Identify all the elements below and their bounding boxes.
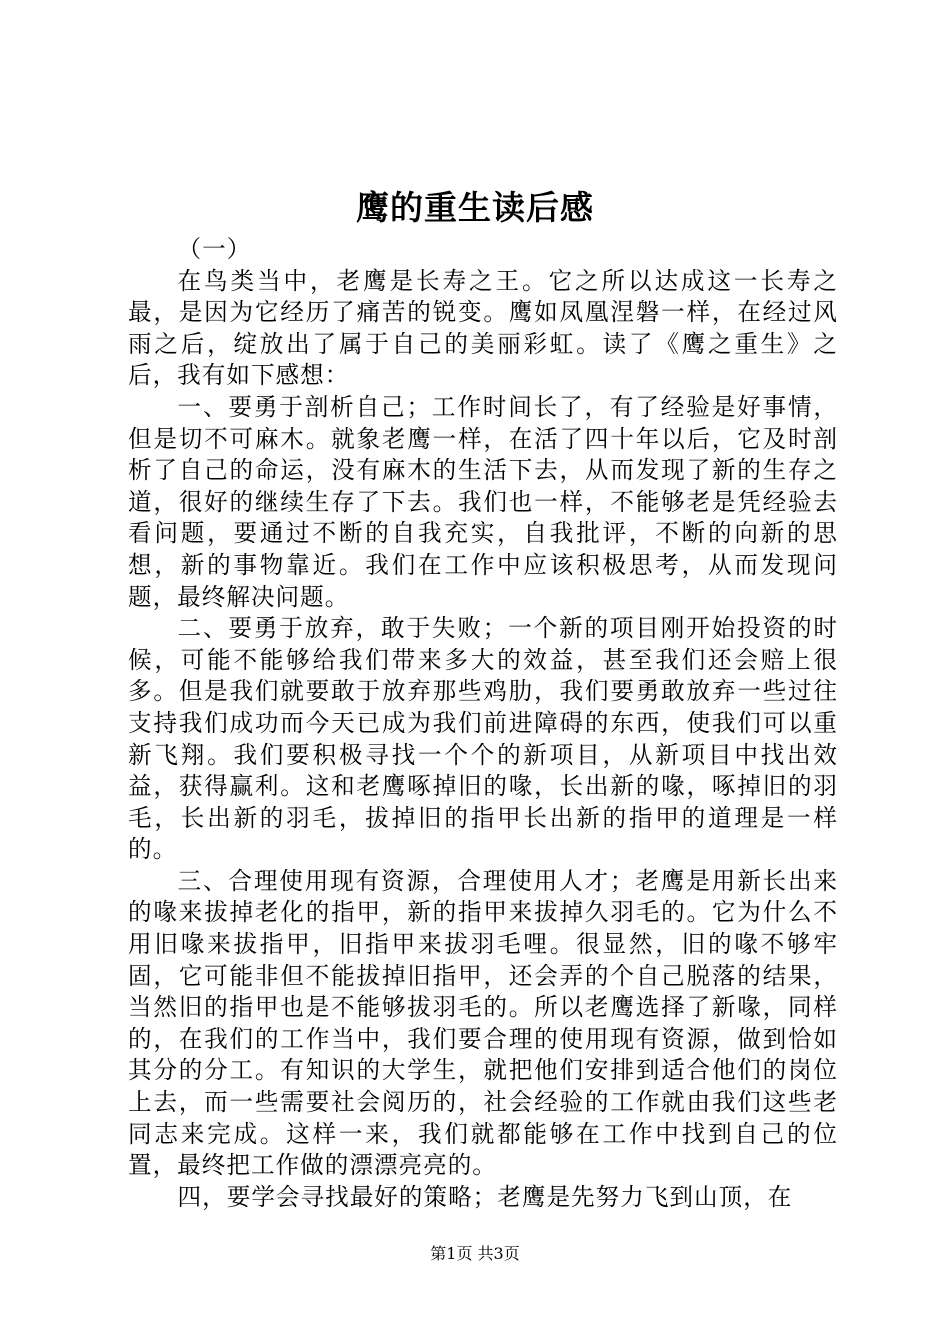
paragraph-point-2: 二、要勇于放弃，敢于失败；一个新的项目刚开始投资的时候，可能不能够给我们带来多大的效益，甚至我们还会赔上很多。但是我们就要敢于放弃那些鸡肋，我们要勇敢放弃一些过往支持我们成功而今天已成为我们前进障碍的东西，使我们可以重新飞翔。我们要积极寻找一个个的新项目，从新项目中找出效益，获得赢利。这和老鹰啄掉旧的喙，长出新的喙，啄掉旧的羽毛，长出新的羽毛，拔掉旧的指甲长出新的指甲的道理是一样的。 (128, 614, 838, 864)
paragraph-section-marker: （一） (177, 235, 252, 263)
page-footer: 第1页 共3页 (430, 1244, 520, 1263)
paragraph-point-1: 一、要勇于剖析自己；工作时间长了，有了经验是好事情，但是切不可麻木。就象老鹰一样，在活了四十年以后，它及时剖析了自己的命运，没有麻木的生活下去，从而发现了新的生存之道，很好的继续生存了下去。我们也一样，不能够老是凭经验去看问题，要通过不断的自我充实，自我批评，不断的向新的思想，新的事物靠近。我们在工作中应该积极思考，从而发现问题，最终解决问题。 (128, 392, 838, 611)
paragraph-point-3: 三、合理使用现有资源，合理使用人才；老鹰是用新长出来的喙来拔掉老化的指甲，新的指甲来拔掉久羽毛的。它为什么不用旧喙来拔指甲，旧指甲来拔羽毛哩。很显然，旧的喙不够牢固，它可能非但不能拔掉旧指甲，还会弄的个自己脱落的结果，当然旧的指甲也是不能够拔羽毛的。所以老鹰选择了新喙，同样的，在我们的工作当中，我们要合理的使用现有资源，做到恰如其分的分工。有知识的大学生，就把他们安排到适合他们的岗位上去，而一些需要社会阅历的，社会经验的工作就由我们这些老同志来完成。这样一来，我们就都能够在工作中找到自己的位置，最终把工作做的漂漂亮亮的。 (128, 866, 838, 1180)
document-body (128, 234, 838, 1213)
paragraph-intro: 在鸟类当中，老鹰是长寿之王。它之所以达成这一长寿之最，是因为它经历了痛苦的锐变。鹰如凤凰涅磐一样，在经过风雨之后，绽放出了属于自己的美丽彩虹。读了《鹰之重生》之后，我有如下感想： (128, 266, 838, 390)
document-title: 鹰的重生读后感 (356, 188, 594, 227)
paragraph-point-4: 四，要学会寻找最好的策略；老鹰是先努力飞到山顶，在 (177, 1182, 793, 1211)
